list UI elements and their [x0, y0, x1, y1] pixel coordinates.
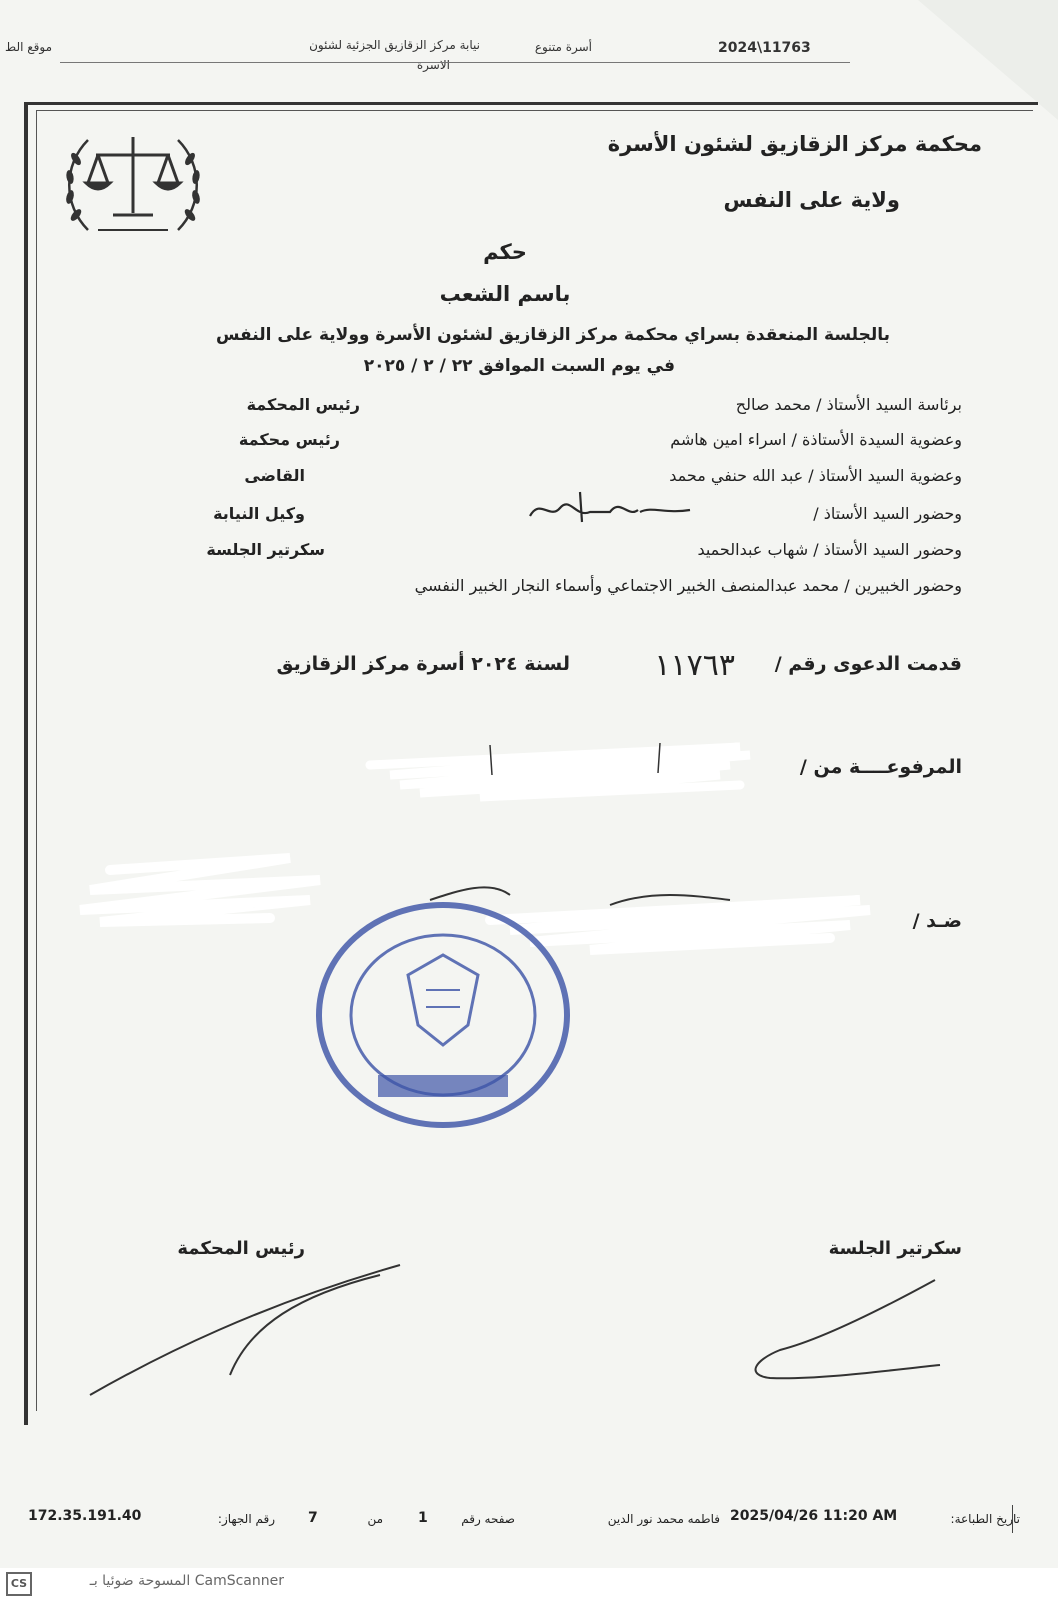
verdict-heading: حكم	[483, 240, 527, 264]
page-number	[418, 1510, 428, 1526]
header-rule	[60, 62, 850, 63]
print-date	[730, 1508, 897, 1524]
panel-row-role: رئيس محكمة	[238, 430, 340, 449]
president-signature-label: رئيس المحكمة	[177, 1238, 305, 1259]
case-prefix: قدمت الدعوى رقم /	[774, 653, 962, 675]
experts-line: وحضور الخبيرين / محمد عبدالمنصف الخبير الاجتماعي وأسماء النجار الخبير النفسي	[414, 576, 962, 595]
prosecution-line2: الاسرة	[416, 58, 450, 72]
case-reference: 2024\11763	[718, 40, 811, 56]
device-label: رقم الجهاز:	[217, 1512, 275, 1526]
redacted-plaintiff-name	[360, 735, 760, 805]
secretary-signature-label: سكرتير الجلسة	[828, 1238, 962, 1259]
footer-divider	[1012, 1505, 1013, 1533]
defendant-label: ضـد /	[912, 910, 962, 932]
panel-row-text: برئاسة السيد الأستاذ / محمد صالح	[735, 395, 962, 414]
scanner-text: CamScanner المسوحة ضوئيا بـ	[89, 1573, 284, 1589]
device-ip	[28, 1508, 141, 1524]
page-total	[308, 1510, 318, 1526]
in-the-name-heading: باسم الشعب	[439, 282, 571, 306]
print-date-value: 2025/04/26 11:20 AM	[730, 1508, 898, 1524]
camscanner-logo-icon: CS	[6, 1572, 32, 1596]
page-total-value: 7	[308, 1510, 318, 1526]
page-number-value: 1	[418, 1510, 428, 1526]
panel-row-role: رئيس المحكمة	[246, 395, 360, 414]
panel-row-role: وكيل النيابة	[213, 504, 305, 523]
session-date: في يوم السبت الموافق ٢٢ / ٢ / ٢٠٢٥	[363, 356, 675, 376]
panel-row-text: وعضوية السيدة الأستاذة / اسراء امين هاشم	[670, 430, 962, 449]
print-date-label: تاريخ الطباعة:	[950, 1512, 1020, 1526]
printed-by: فاطمه محمد نور الدين	[607, 1512, 720, 1526]
court-name: محكمة مركز الزقازيق لشئون الأسرة	[607, 132, 982, 156]
president-signature	[80, 1255, 410, 1405]
court-circuit: ولاية على النفس	[723, 188, 900, 212]
scales-of-justice-icon	[58, 125, 208, 240]
secretary-signature	[740, 1270, 950, 1390]
session-line: بالجلسة المنعقدة بسراي محكمة مركز الزقازيق لشئون الأسرة وولاية على النفس	[215, 325, 890, 345]
panel-row-text: وعضوية السيد الأستاذ / عبد الله حنفي محمد	[669, 466, 962, 485]
case-type: أسرة متنوع	[534, 40, 592, 54]
of-label: من	[367, 1512, 383, 1526]
scanner-watermark	[0, 1568, 1058, 1599]
panel-row-text: وحضور السيد الأستاذ / شهاب عبدالحميد	[697, 540, 962, 559]
site-label: موقع الط	[5, 40, 52, 54]
case-number: ١١٧٦٣	[654, 648, 735, 683]
prosecution-line1: نيابة مركز الزقازيق الجزئية لشئون	[309, 38, 480, 52]
case-suffix: لسنة ٢٠٢٤ أسرة مركز الزقازيق	[276, 653, 570, 675]
prosecutor-handwritten-name	[520, 488, 700, 528]
device-ip-value: 172.35.191.40	[28, 1508, 142, 1524]
panel-row-role: سكرتير الجلسة	[206, 540, 325, 559]
panel-row-role: القاضى	[244, 466, 305, 485]
panel-row-text: وحضور السيد الأستاذ /	[813, 504, 962, 523]
official-seal-stamp	[308, 895, 578, 1135]
plaintiff-label: المرفوعــــة من /	[799, 756, 962, 778]
page-label: صفحه رقم	[461, 1512, 515, 1526]
